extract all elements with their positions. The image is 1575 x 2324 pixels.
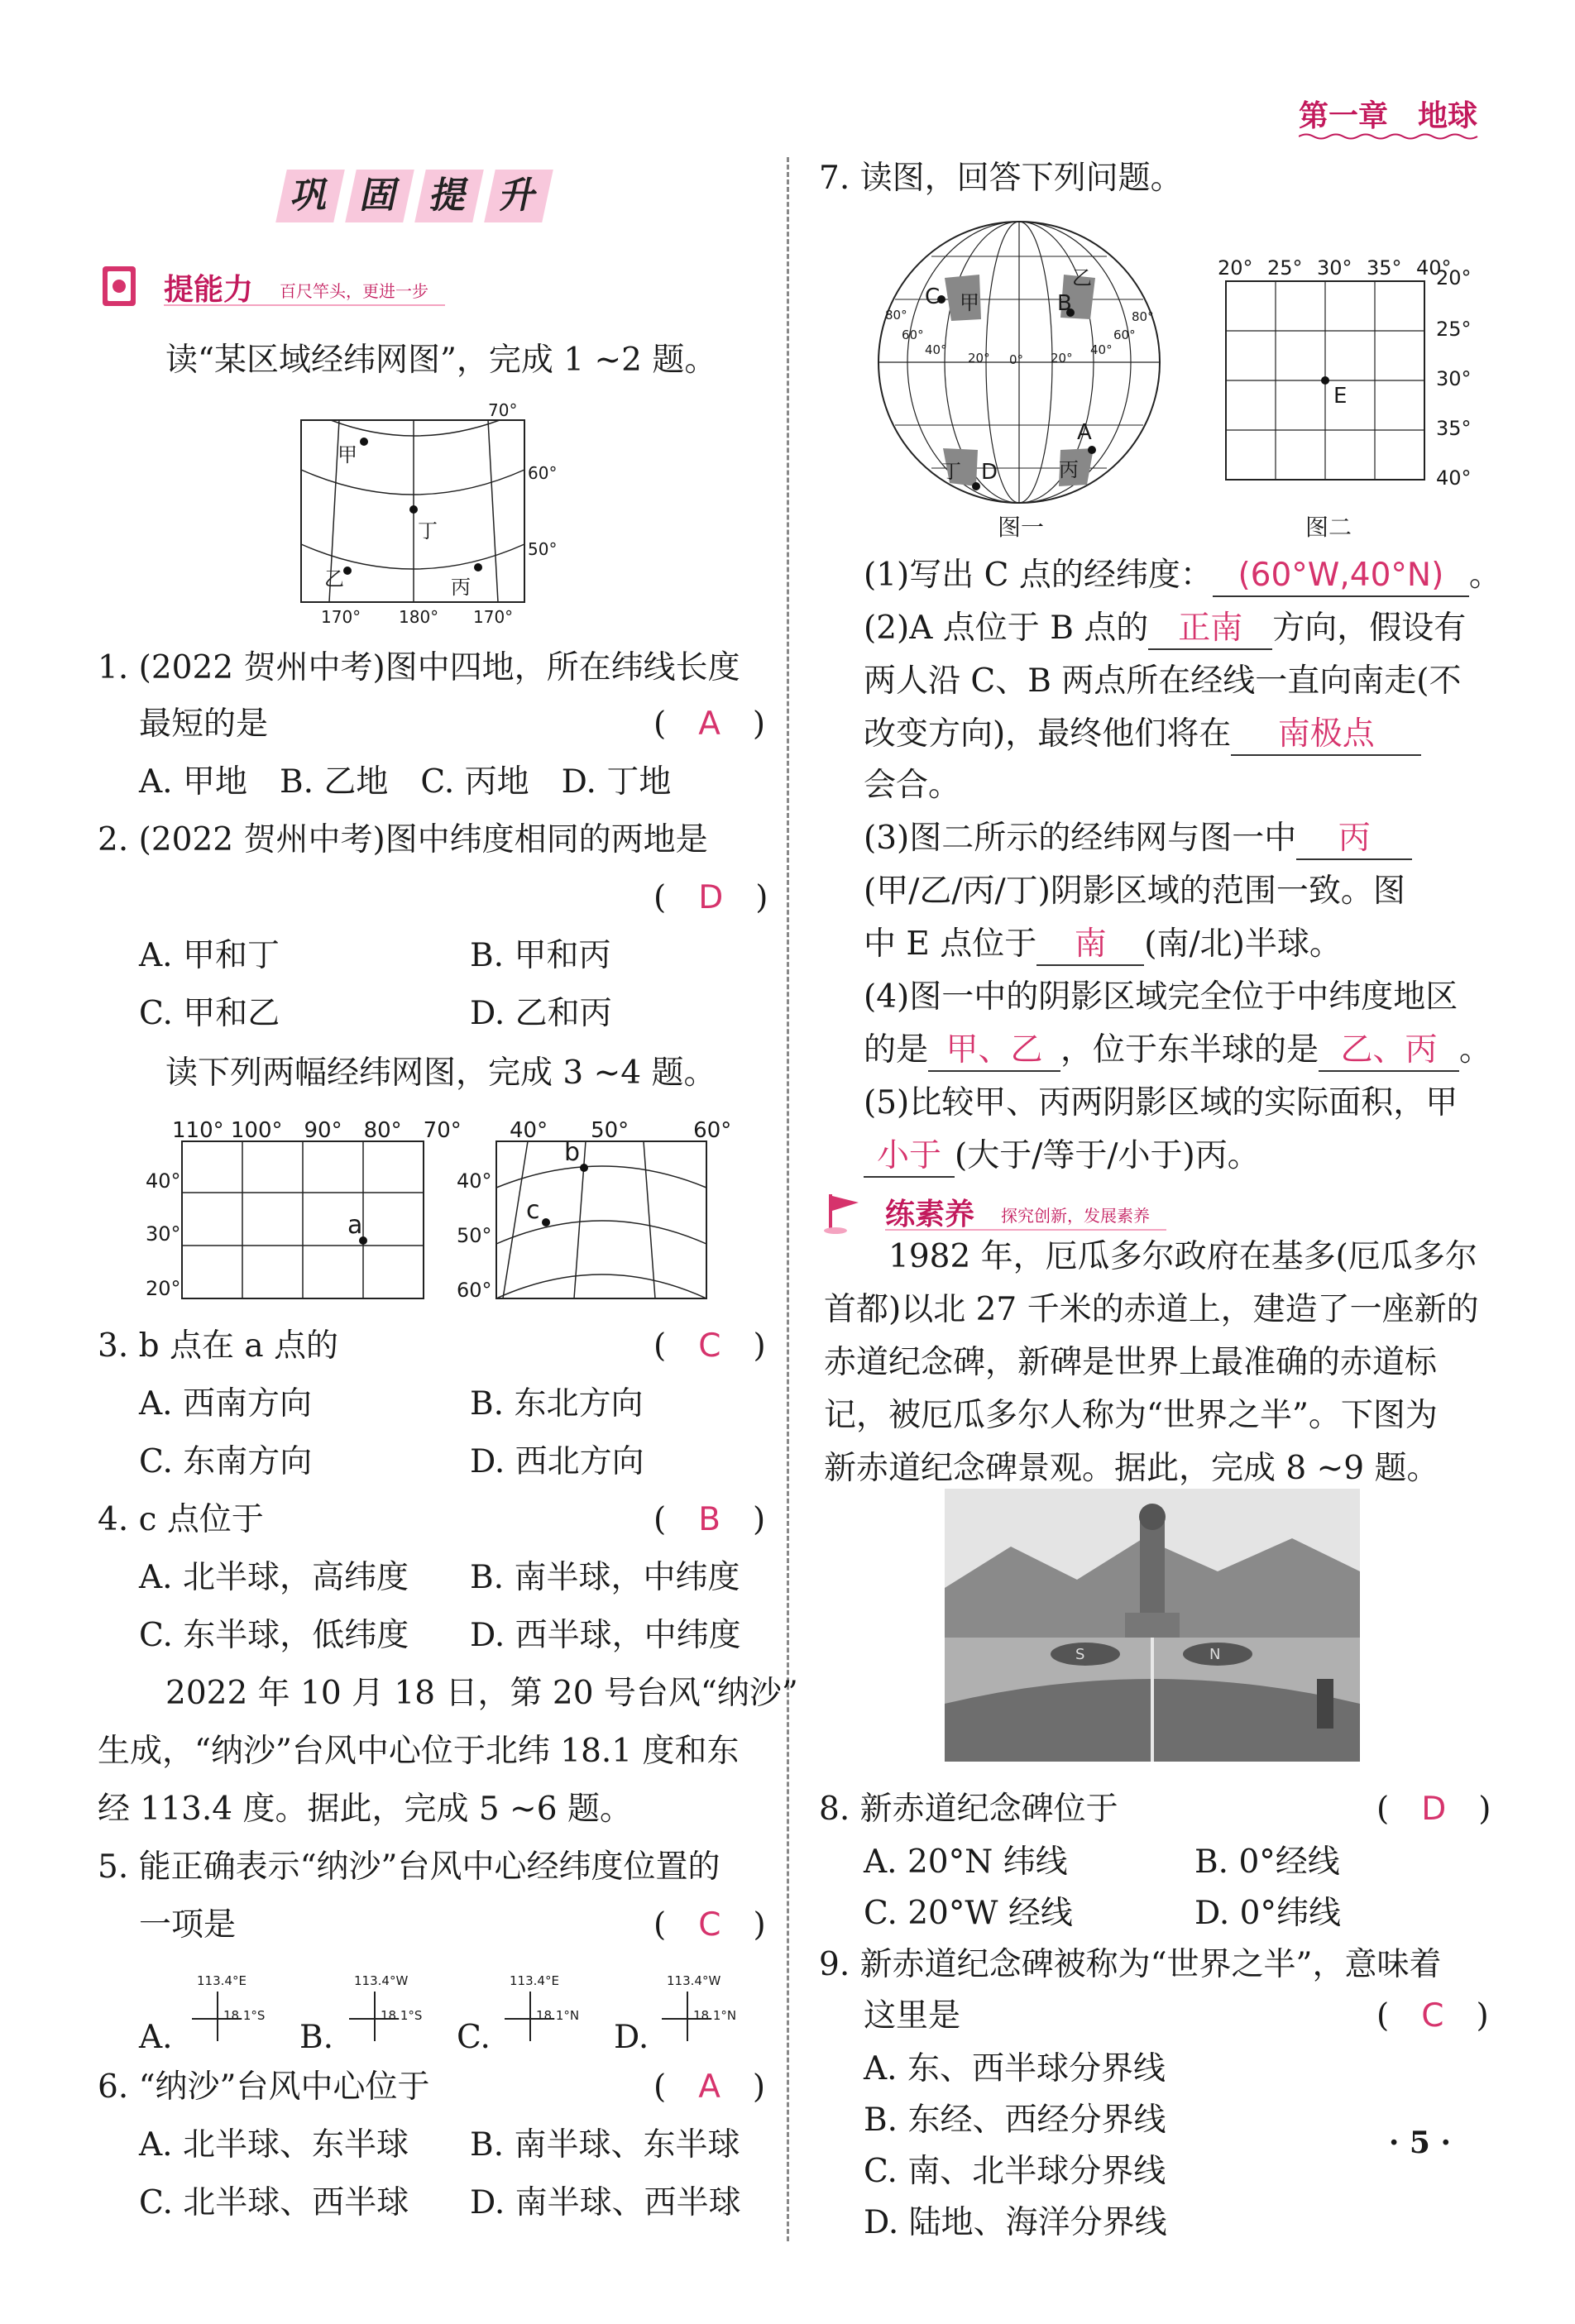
grid2-point-e: E [1333,384,1348,409]
q7-part3-line2: (甲/乙/丙/丁)阴影区域的范围一致。图 [864,873,1405,910]
q9-opt-a: A. 东、西半球分界线 [864,2050,1166,2087]
grid2-top-35: 35° [1367,256,1402,280]
q6-opt-a: A. 北半球、东半球 [139,2126,409,2164]
figure-2-grid [180,1140,428,1305]
q8-stem: 8. 新赤道纪念碑位于 [819,1791,1118,1828]
globe-label-a: A [1077,420,1092,445]
intro-8-9-line1: 1982 年，厄瓜多尔政府在基多(厄瓜多尔 [888,1238,1477,1275]
globe-lon-60w: 60° [902,328,924,342]
q2-opt-c: C. 甲和乙 [139,995,280,1032]
q7-part1: (1)写出 C 点的经纬度： (60°W,40°N) 。 [864,556,1501,597]
q5-answer: ( C ) [653,1906,766,1944]
fig2-lat-30: 30° [146,1222,181,1246]
q1-answer: ( A ) [653,705,766,743]
intro-1-2: 读“某区域经纬网图”，完成 1 ~2 题。 [165,342,717,379]
fig3-top-labels: 40° 50° 60° [510,1118,732,1143]
globe-lon-20w: 20° [968,351,990,366]
grid2-right-25: 25° [1436,318,1472,341]
svg-text:S: S [1075,1646,1085,1663]
q5-stem: 5. 能正确表示“纳沙”台风中心经纬度位置的 [98,1848,720,1886]
q3-opt-c: C. 东南方向 [139,1443,313,1480]
section-title-2: 练素养 探究创新，发展素养 [819,1188,1166,1234]
svg-text:N: N [1209,1646,1221,1663]
q5-stem-2: 一项是 [139,1906,237,1944]
fig1-bing: 丙 [451,576,471,599]
q4-opt-a: A. 北半球，高纬度 [139,1559,409,1596]
q7-part5-line1: (5)比较甲、丙两阴影区域的实际面积，甲 [864,1084,1458,1121]
q2-answer: ( D ) [653,879,768,916]
q3-opt-b: B. 东北方向 [470,1385,644,1423]
globe-lon-0: 0° [1009,352,1024,367]
q9-opt-b: B. 东经、西经分界线 [864,2102,1166,2139]
q2-stem: 2. (2022 贺州中考)图中纬度相同的两地是 [98,821,708,858]
q9-stem: 9. 新赤道纪念碑被称为“世界之半”，意味着 [819,1946,1442,1983]
fig2-top-labels: 110° 100° 90° 80° 70° [172,1118,462,1143]
globe-label-ding: 丁 [941,460,961,483]
intro-5-6-line2: 生成，“纳沙”台风中心位于北纬 18.1 度和东 [98,1733,740,1770]
q4-stem: 4. c 点位于 [98,1501,264,1538]
q6-answer: ( A ) [653,2068,766,2106]
book-icon [98,263,156,309]
intro-8-9-line3: 赤道纪念碑，新碑是世界上最准确的赤道标 [824,1344,1438,1381]
fig2-point-a: a [347,1211,363,1240]
fig3-lat-50: 50° [457,1224,492,1247]
grid2-top-25: 25° [1267,256,1303,280]
grid2-right-35: 35° [1436,417,1472,440]
q1-stem-2: 最短的是 [139,705,269,743]
q9-opt-c: C. 南、北半球分界线 [864,2153,1166,2190]
q9-answer: ( C ) [1376,1997,1489,2035]
grid2-top-40: 40° [1416,256,1452,280]
q3-stem: 3. b 点在 a 点的 [98,1327,339,1365]
section-banner [281,170,579,229]
q4-opt-d: D. 西半球，中纬度 [470,1617,741,1654]
q7-part2-line2: 两人沿 C、B 两点所在经线一直向南走(不 [864,662,1462,700]
q3-opt-a: A. 西南方向 [139,1385,312,1423]
fig1-jia: 甲 [338,443,357,466]
globe-lon-60e: 60° [1113,328,1136,342]
fig1-lat-50: 50° [528,539,558,559]
header-wave-line [1299,132,1479,141]
section-title-1: 提能力 百尺竿头，更进一步 [98,263,445,309]
q4-opt-c: C. 东半球，低纬度 [139,1617,409,1654]
grid2-top-20: 20° [1218,256,1253,280]
q4-answer: ( B ) [653,1501,766,1538]
q7-part3-line1: (3)图二所示的经纬网与图一中 丙 [864,819,1412,860]
intro-3-4: 读下列两幅经纬网图，完成 3 ~4 题。 [165,1054,716,1092]
fig2-lat-20: 20° [146,1277,181,1300]
fig3-point-c: c [526,1196,540,1225]
q4-opt-b: B. 南半球，中纬度 [470,1559,740,1596]
q7-part2-line4: 会合。 [864,767,961,804]
intro-5-6-line3: 经 113.4 度。据此，完成 5 ~6 题。 [98,1791,632,1828]
banner-char: 固 [345,170,414,222]
q7-part2-line3: 改变方向)，最终他们将在 南极点 [864,715,1421,756]
intro-8-9-line2: 首都)以北 27 千米的赤道上，建造了一座新的 [824,1291,1479,1328]
q7-part4-line1: (4)图一中的阴影区域完全位于中纬度地区 [864,978,1458,1016]
fig1-lon-170w: 170° [321,607,361,627]
q9-opt-d: D. 陆地、海洋分界线 [864,2204,1167,2241]
q1-stem: 1. (2022 贺州中考)图中四地，所在纬线长度 [98,649,740,686]
grid2-right-30: 30° [1436,367,1472,390]
q8-opt-c: C. 20°W 经线 [864,1895,1073,1932]
globe-label-bing: 丙 [1059,458,1079,481]
fig3-point-b: b [564,1138,581,1167]
grid2-right-40: 40° [1436,466,1472,490]
q7-part3-line3: 中 E 点位于 南 (南/北)半球。 [864,925,1342,966]
globe-label-d: D [981,460,998,485]
figure-one-caption: 图一 [998,514,1045,541]
page-number: · 5 · [1388,2126,1451,2160]
globe-lon-40w: 40° [925,342,947,357]
q7-part4-line2: 的是 甲、乙 ，位于东半球的是 乙、丙 。 [864,1030,1491,1072]
q7-part2-line1: (2)A 点位于 B 点的 正南 方向，假设有 [864,609,1466,650]
fig3-lat-60: 60° [457,1279,492,1302]
grid2-top-30: 30° [1317,256,1352,280]
fig1-yi: 乙 [324,567,344,591]
fig1-ding: 丁 [418,519,438,543]
fig1-lat-70: 70° [488,400,518,420]
fig2-lat-40: 40° [146,1169,181,1193]
q3-opt-d: D. 西北方向 [470,1443,644,1480]
figure-two-caption: 图二 [1305,514,1352,541]
banner-char: 提 [414,170,484,222]
globe-lon-80w: 80° [885,308,907,323]
globe-label-b: B [1057,291,1072,316]
fig1-lon-170e: 170° [473,607,514,627]
q2-opt-a: A. 甲和丁 [139,937,280,974]
globe-label-jia: 甲 [960,291,979,314]
q3-answer: ( C ) [653,1327,766,1365]
intro-8-9-line5: 新赤道纪念碑景观。据此，完成 8 ~9 题。 [824,1450,1439,1487]
intro-8-9-line4: 记，被厄瓜多尔人称为“世界之半”。下图为 [824,1397,1438,1434]
fig1-lat-60: 60° [528,463,558,483]
q9-stem-2: 这里是 [864,1997,961,2035]
column-divider [787,157,789,2241]
globe-label-yi: 乙 [1072,266,1092,289]
globe-lon-80e: 80° [1132,309,1154,324]
q7-part5-line2: 小于 (大于/等于/小于)丙。 [864,1136,1260,1178]
q2-opt-b: B. 甲和丙 [470,937,611,974]
grid2-right-20: 20° [1436,266,1472,289]
figure-two-grid [1224,280,1431,486]
q8-opt-d: D. 0°纬线 [1194,1895,1341,1932]
q6-opt-d: D. 南半球、西半球 [470,2184,741,2221]
fig1-lon-180: 180° [399,607,439,627]
globe-lon-40e: 40° [1090,342,1113,357]
q1-options: A. 甲地 B. 乙地 C. 丙地 D. 丁地 [139,763,672,801]
equator-monument-photo [945,1489,1360,1762]
q7-stem: 7. 读图，回答下列问题。 [819,160,1183,197]
q8-answer: ( D ) [1376,1791,1491,1828]
globe-label-c: C [925,285,941,309]
flag-icon [819,1188,877,1234]
banner-char: 升 [484,170,553,222]
q2-opt-d: D. 乙和丙 [470,995,612,1032]
q6-opt-b: B. 南半球、东半球 [470,2126,740,2164]
chapter-header: 第一章 地球 [1298,99,1477,133]
fig3-lat-40: 40° [457,1169,492,1193]
q6-stem: 6. “纳沙”台风中心位于 [98,2068,430,2106]
q8-opt-a: A. 20°N 纬线 [864,1843,1068,1881]
intro-5-6-line1: 2022 年 10 月 18 日，第 20 号台风“纳沙” [165,1675,798,1712]
banner-char: 巩 [275,170,345,222]
globe-lon-20e: 20° [1051,351,1073,366]
q8-opt-b: B. 0°经线 [1194,1843,1340,1881]
q6-opt-c: C. 北半球、西半球 [139,2184,409,2221]
